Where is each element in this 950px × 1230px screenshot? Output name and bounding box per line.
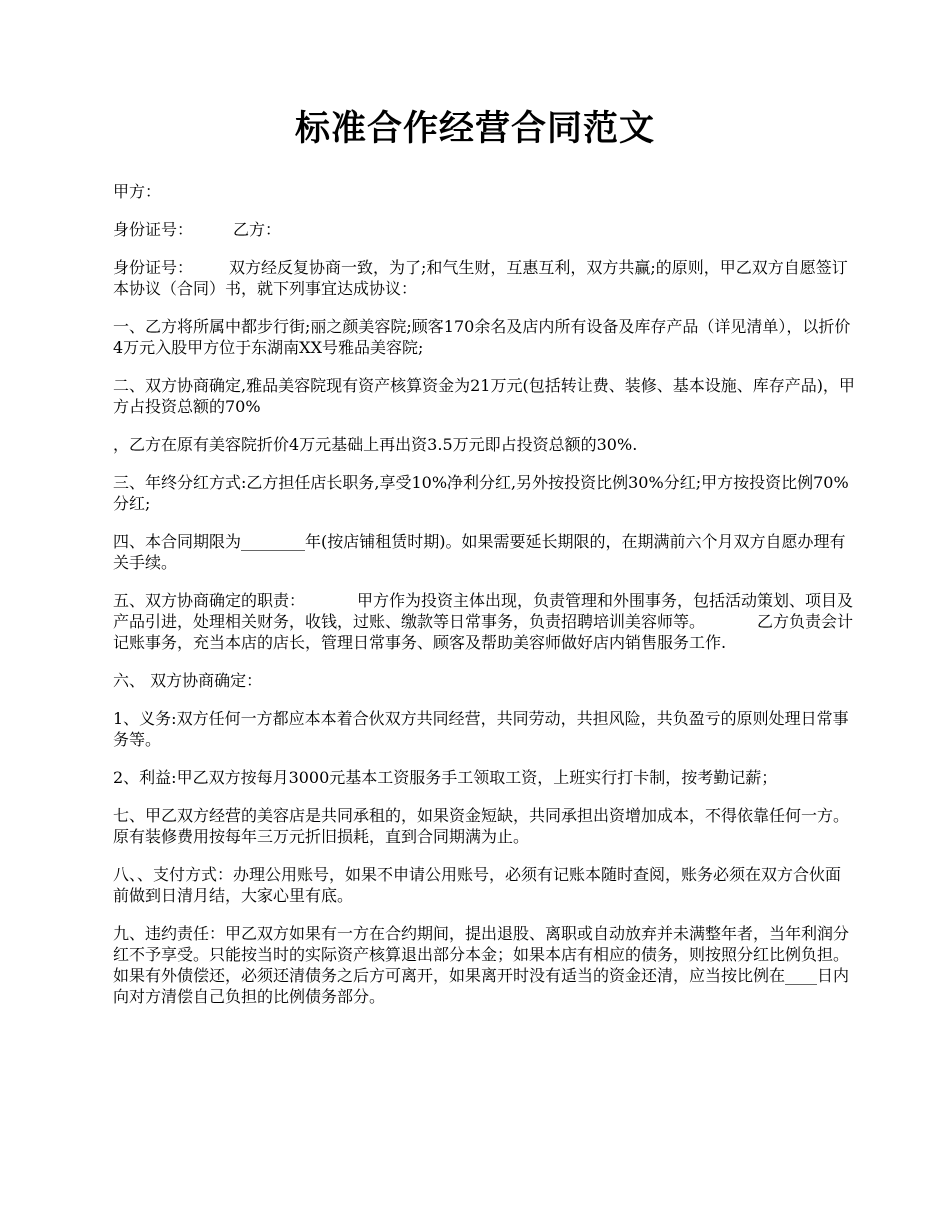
clause-6-item-2: 2、利益:甲乙双方按每月3000元基本工资服务手工领取工资，上班实行打卡制，按考勤记薪；	[113, 768, 778, 787]
clause-5-party-a: 甲方作为投资主体出现，负责管理和外围事务，包括活动策划、项目及产品引进，处理相关财务，收钱，过账、缴款等日常事务，负责招聘培训美容师等。	[113, 591, 854, 631]
clause-3: 三、年终分红方式:乙方担任店长职务,享受10%净利分红,另外按投资比例30%分红;甲方按投资比例70%分红;	[113, 473, 849, 513]
clause-6: 六、 双方协商确定：	[113, 671, 263, 690]
clause-8: 八、、支付方式：办理公用账号，如果不申请公用账号，必须有记账本随时查阅，账务必须在双方合伙面前做到日清月结，大家心里有底。	[113, 865, 842, 905]
party-b-label: 乙方：	[233, 220, 282, 239]
clause-9: 九、违约责任：甲乙双方如果有一方在合约期间，提出退股、离职或自动放弃并未满整年者，当年利润分红不予享受。只能按当时的实际资产核算退出部分本金；如果本店有相应的债务，则按照分红比例负担。如果有外债偿还，必须还清债务之后方可离开，如果离开时没有适当的资金还清，应当按比例在____日内向对方清偿自己负担的比例债务部分。	[113, 924, 850, 1006]
clause-1: 一、乙方将所属中都步行街;丽之颜美容院;顾客170余名及店内所有设备及库存产品（详见清单），以折价4万元入股甲方位于东湖南XX号雅品美容院;	[113, 317, 851, 357]
document-title: 标准合作经营合同范文	[294, 108, 655, 149]
clause-2-continued: ，乙方在原有美容院折价4万元基础上再出资3.5万元即占投资总额的30%.	[113, 435, 638, 454]
clause-4: 四、本合同期限为________年(按店铺租赁时期)。如果需要延长期限的，在期满前六个月双方自愿办理有关手续。	[113, 532, 846, 572]
id-label-1: 身份证号：	[113, 220, 194, 239]
clause-5-party-b: 乙方负责会计记账事务，充当本店的店长，管理日常事务、顾客及帮助美容师做好店内销售服务工作.	[113, 612, 854, 652]
clause-6-item-1: 1、义务:双方任何一方都应本本着合伙双方共同经营，共同劳动，共担风险，共负盈亏的原则处理日常事务等。	[113, 709, 849, 749]
document-body	[113, 181, 855, 1024]
clause-2: 二、双方协商确定,雅品美容院现有资产核算资金为21万元(包括转让费、装修、基本设施、库存产品)，甲方占投资总额的70%	[113, 376, 855, 416]
id-label-2: 身份证号：	[113, 258, 194, 277]
clause-5	[113, 590, 855, 653]
party-b-line	[113, 219, 855, 240]
clause-5-heading: 五、双方协商确定的职责：	[113, 591, 306, 610]
intro-paragraph	[113, 257, 855, 299]
clause-7: 七、甲乙双方经营的美容店是共同承租的，如果资金短缺，共同承担出资增加成本，不得依靠任何一方。原有装修费用按每年三万元折旧损耗，直到合同期满为止。	[113, 806, 850, 846]
party-a-line	[113, 181, 855, 202]
intro-text: 双方经反复协商一致，为了;和气生财，互惠互利，双方共赢;的原则，甲乙双方自愿签订本协议（合同）书，就下列事宜达成协议：	[113, 258, 848, 298]
party-a-label: 甲方：	[113, 182, 162, 201]
